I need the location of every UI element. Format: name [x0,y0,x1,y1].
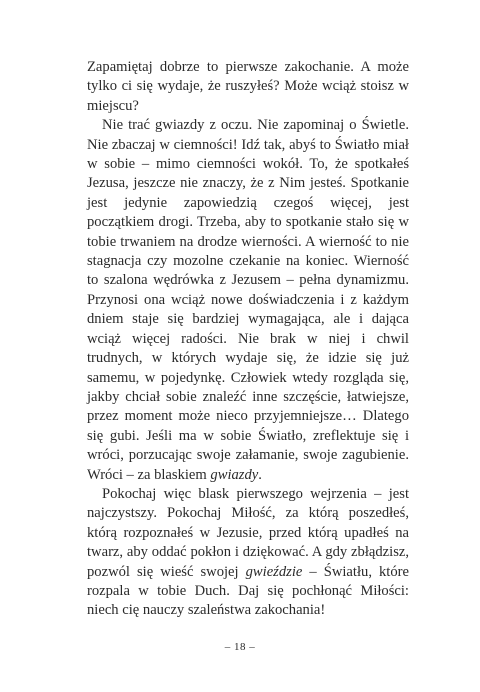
paragraph-3-emphasis: gwieździe [245,563,303,580]
paragraph-1 [87,58,409,116]
paragraph-2-text: Nie trać gwiazdy z oczu. Nie zapominaj o Świetle. Nie zbaczaj w ciemności! Idź tak, abyś to Światło miał w sobie – mimo ciemności wokół. To, że spotkałeś Jezusa, jeszcze nie znaczy, że z Nim jesteś. Spotkanie jest jedynie zapowiedzią czegoś więcej, jest początkiem drogi. Trzeba, aby to spotkanie stało się w tobie trwaniem na drodze wierności. A wierność to nie stagnacja czy mozolne czekanie na koniec. Wierność to szalona wędrówka z Jezusem – pełna dynamizmu. Przynosi ona wciąż nowe doświadczenia i z każdym dniem staje się bardziej wymagająca, ale i dająca wciąż więcej radości. Nie brak w niej i chwil trudnych, w których wydaje się, że idzie się już samemu, w pojedynkę. Człowiek wtedy rozgląda się, jakby chciał sobie znaleźć inne szczęście, łatwiejsze, przez moment może nieco przyjemniejsze… Dlatego się gubi. Jeśli ma w sobie Światło, zreflektuje się i wróci, porzucając swoje załamanie, swoje zagubienie. Wróci – za blaskiem [87,117,409,483]
body-text [87,58,409,621]
paragraph-3-end: – Światłu, które rozpala w tobie Duch. Daj się pochłonąć Miłości: niech cię nauczy szaleństwa zakochania! [87,563,409,619]
paragraph-2-emphasis: gwiazdy [210,466,259,483]
paragraph-2 [87,116,409,485]
page-number: – 18 – [224,641,256,653]
paragraph-2-end: . [258,466,262,483]
paragraph-1-text: Zapamiętaj dobrze to pierwsze zakochanie. A może tylko ci się wydaje, że ruszyłeś? Może wciąż stoisz w miejscu? [87,59,409,114]
paragraph-3 [87,485,409,621]
paragraph-3-text: Pokochaj więc blask pierwszego wejrzenia – jest najczystszy. Pokochaj Miłość, za którą poszedłeś, którą rozpoznałeś w Jezusie, przed którą upadłeś na twarz, aby oddać pokłon i dziękować. A gdy zbłądzisz, pozwól się wieść swojej [87,485,409,580]
